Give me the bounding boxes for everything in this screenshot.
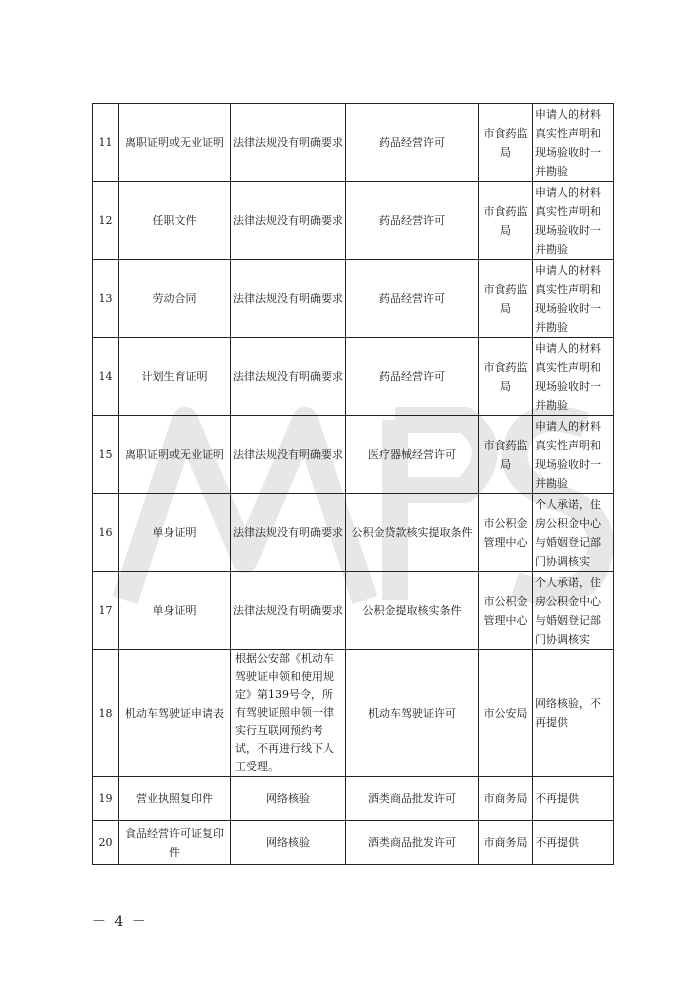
row-number: 19	[93, 777, 119, 821]
department: 市食药监局	[479, 182, 533, 260]
row-number: 18	[93, 650, 119, 777]
service-item: 机动车驾驶证许可	[346, 650, 479, 777]
basis-cell: 法律法规没有明确要求	[231, 338, 346, 416]
basis-cell: 法律法规没有明确要求	[231, 260, 346, 338]
handling-method: 个人承诺，住房公积金中心与婚姻登记部门协调核实	[533, 494, 614, 572]
material-name: 离职证明或无业证明	[119, 104, 231, 182]
service-item: 药品经营许可	[346, 104, 479, 182]
handling-method: 个人承诺，住房公积金中心与婚姻登记部门协调核实	[533, 572, 614, 650]
service-item: 药品经营许可	[346, 338, 479, 416]
service-item: 公积金提取核实条件	[346, 572, 479, 650]
table-row	[93, 572, 614, 650]
service-item: 药品经营许可	[346, 260, 479, 338]
handling-method: 申请人的材料真实性声明和现场验收时一并勘验	[533, 260, 614, 338]
service-item: 公积金贷款核实提取条件	[346, 494, 479, 572]
material-name: 计划生育证明	[119, 338, 231, 416]
table-row	[93, 416, 614, 494]
basis-cell: 根据公安部《机动车驾驶证申领和使用规定》第139号令，所有驾驶证照申领一律实行互联网预约考试，不再进行线下人工受理。	[231, 650, 346, 777]
service-item: 医疗器械经营许可	[346, 416, 479, 494]
table-row	[93, 494, 614, 572]
handling-method: 申请人的材料真实性声明和现场验收时一并勘验	[533, 182, 614, 260]
service-item: 药品经营许可	[346, 182, 479, 260]
material-name: 离职证明或无业证明	[119, 416, 231, 494]
material-name: 食品经营许可证复印件	[119, 821, 231, 865]
material-name: 单身证明	[119, 572, 231, 650]
department: 市食药监局	[479, 416, 533, 494]
department: 市公安局	[479, 650, 533, 777]
row-number: 15	[93, 416, 119, 494]
basis-cell: 网络核验	[231, 821, 346, 865]
handling-method: 不再提供	[533, 821, 614, 865]
department: 市食药监局	[479, 260, 533, 338]
material-name: 机动车驾驶证申请表	[119, 650, 231, 777]
handling-method: 不再提供	[533, 777, 614, 821]
row-number: 12	[93, 182, 119, 260]
handling-method: 申请人的材料真实性声明和现场验收时一并勘验	[533, 338, 614, 416]
handling-method: 网络核验，不再提供	[533, 650, 614, 777]
row-number: 11	[93, 104, 119, 182]
basis-cell: 法律法规没有明确要求	[231, 572, 346, 650]
department: 市公积金管理中心	[479, 572, 533, 650]
material-name: 营业执照复印件	[119, 777, 231, 821]
table-row	[93, 182, 614, 260]
basis-cell: 网络核验	[231, 777, 346, 821]
material-name: 任职文件	[119, 182, 231, 260]
material-name: 单身证明	[119, 494, 231, 572]
page-number: － 4 －	[92, 914, 148, 930]
department: 市食药监局	[479, 104, 533, 182]
service-item: 酒类商品批发许可	[346, 777, 479, 821]
handling-method: 申请人的材料真实性声明和现场验收时一并勘验	[533, 416, 614, 494]
basis-cell: 法律法规没有明确要求	[231, 416, 346, 494]
handling-method: 申请人的材料真实性声明和现场验收时一并勘验	[533, 104, 614, 182]
row-number: 13	[93, 260, 119, 338]
materials-table	[92, 103, 614, 865]
row-number: 17	[93, 572, 119, 650]
table-row	[93, 260, 614, 338]
basis-cell: 法律法规没有明确要求	[231, 182, 346, 260]
basis-cell: 法律法规没有明确要求	[231, 494, 346, 572]
table-row	[93, 104, 614, 182]
table-row	[93, 777, 614, 821]
row-number: 20	[93, 821, 119, 865]
department: 市食药监局	[479, 338, 533, 416]
table-row	[93, 650, 614, 777]
row-number: 16	[93, 494, 119, 572]
basis-cell: 法律法规没有明确要求	[231, 104, 346, 182]
department: 市商务局	[479, 777, 533, 821]
department: 市商务局	[479, 821, 533, 865]
department: 市公积金管理中心	[479, 494, 533, 572]
table-row	[93, 821, 614, 865]
service-item: 酒类商品批发许可	[346, 821, 479, 865]
material-name: 劳动合同	[119, 260, 231, 338]
table-row	[93, 338, 614, 416]
row-number: 14	[93, 338, 119, 416]
